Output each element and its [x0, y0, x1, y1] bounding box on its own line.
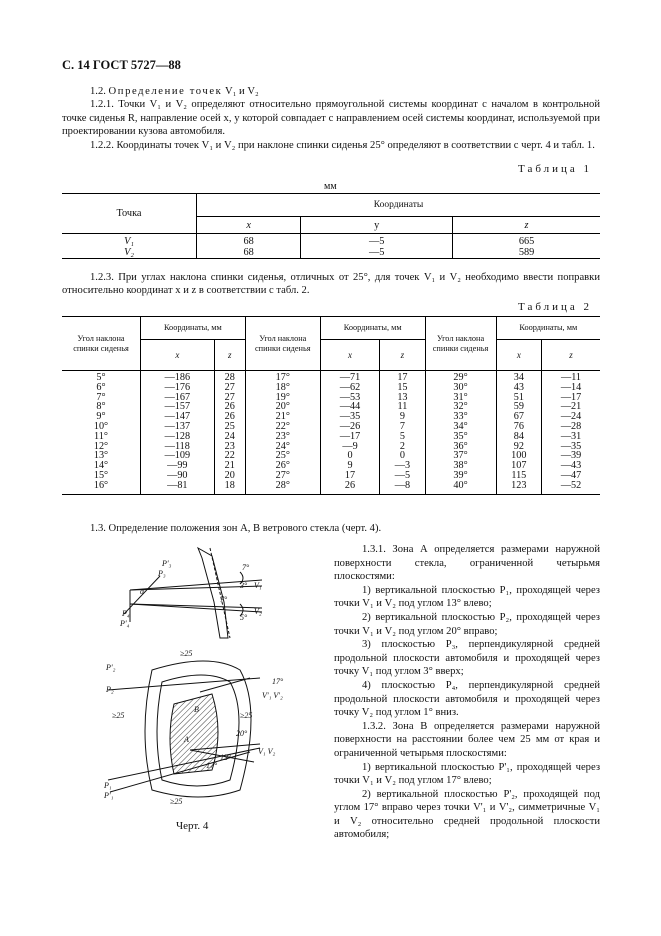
table-cell: 67	[513, 411, 524, 423]
paragraph-1-2-2: 1.2.2. Координаты точек V₁ и V₂ при наклоне спинки сиденья 25° определяют в соответствии с черт. 4 и табл. 1.	[90, 139, 595, 151]
table-cell: —21	[560, 401, 582, 413]
title-number: 1.2.	[90, 86, 109, 97]
table-cell: 16°	[93, 479, 109, 491]
table-cell: —167	[164, 391, 191, 403]
table-1	[62, 193, 600, 259]
list-item: 3) плоскостью P₃, перпендикулярной средней продольной плоскости автомобиля и проходящей через точку V₁ под углом 3° вверх;	[334, 639, 600, 678]
table-cell: —90	[167, 469, 188, 481]
table-cell: 92	[513, 440, 524, 452]
fig-label: P'₃	[162, 559, 172, 568]
fig-label: P'₂	[106, 663, 116, 672]
fig-label: P₁	[104, 781, 112, 790]
paragraph-1-3: 1.3. Определение положения зон А, В ветрового стекла (черт. 4).	[90, 523, 382, 534]
table-cell: 43	[513, 381, 524, 393]
table-cell: 30°	[453, 381, 468, 393]
table2-sub-z-3: z	[542, 340, 600, 371]
table-cell: 0	[399, 450, 405, 462]
table-cell: 13	[397, 391, 408, 403]
table-cell: 100	[511, 450, 527, 462]
table-cell: 20	[224, 469, 235, 481]
table2-sub-x-3: x	[496, 340, 542, 371]
table1-points	[62, 234, 197, 259]
table-cell: 37°	[453, 450, 468, 462]
table1-sub-z: z	[453, 217, 600, 234]
table-cell: —147	[164, 411, 191, 423]
table-cell: —157	[164, 401, 191, 413]
drawing-4	[90, 542, 320, 822]
table-cell: 21	[224, 460, 235, 472]
table2-angle-column	[425, 371, 496, 495]
fig-label: P₄	[122, 609, 130, 618]
table-cell: 9	[347, 460, 353, 472]
table2-header-coords-2: Координаты, мм	[320, 317, 425, 340]
page-header: С. 14 ГОСТ 5727—88	[62, 58, 181, 72]
paragraph-1-2-1: 1.2.1. Точки V₁ и V₂ определяют относительно прямоугольной системы координат с началом в контрольной точке сиденья R, направление осей x, y которой совпадает с направлением осей системы координат, используемой при проектировании кузова автомобиля.	[62, 99, 600, 138]
table2-header-angle-3: Угол наклона спинки сиденья	[425, 317, 496, 371]
table-cell: 9°	[96, 411, 106, 423]
table2-header-angle-2: Угол наклона спинки сиденья	[245, 317, 320, 371]
table-cell: 38°	[453, 460, 468, 472]
list-item: 2) вертикальной плоскостью P'₂, проходящей под углом 17° вправо через точки V'₁ и V'₂, симметричные V₁ и V₂ относительно средней продольной плоскости автомобиля;	[334, 788, 600, 841]
fig-label: 13°	[220, 753, 232, 762]
fig-label: ≥25	[112, 711, 125, 720]
table-cell: —47	[560, 469, 582, 481]
table2-z-column	[380, 371, 425, 495]
table1-unit: мм	[324, 181, 337, 192]
table1-header-point: Точка	[62, 194, 197, 234]
table-cell: 665	[518, 236, 535, 247]
table-cell: 25°	[275, 450, 290, 462]
table-cell: 24	[224, 430, 235, 442]
table-cell: —5	[368, 236, 385, 247]
table-cell: 34	[513, 372, 524, 383]
ray-line	[200, 678, 250, 692]
table-cell: 22°	[275, 420, 290, 432]
table-cell: —5	[368, 247, 385, 258]
table-cell: —81	[167, 479, 188, 491]
table-cell: 68	[243, 247, 254, 258]
table2-header-angle-1: Угол наклона спинки сиденья	[62, 317, 141, 371]
table-cell: 23°	[275, 430, 290, 442]
table-cell: 68	[243, 236, 254, 247]
table-cell: —17	[339, 430, 361, 442]
title-text: Определение точек	[108, 86, 223, 97]
table-cell: 28	[224, 372, 235, 383]
table-cell: 33°	[453, 411, 468, 423]
table-cell: 107	[511, 460, 527, 472]
table2-header-coords-1: Координаты, мм	[141, 317, 246, 340]
table2-x-column	[141, 371, 215, 495]
fig-label: V₁ V₂	[258, 747, 276, 756]
fig-label: 5°	[240, 613, 248, 622]
table1-sub-x: x	[197, 217, 301, 234]
table-cell: 84	[513, 430, 524, 442]
table-cell: —44	[339, 401, 361, 413]
table-cell: —9	[342, 440, 358, 452]
table-cell: —8	[394, 479, 411, 491]
table-cell: 9	[399, 411, 405, 423]
table-cell: 24°	[275, 440, 290, 452]
table-cell: 123	[511, 479, 527, 491]
table-cell: —39	[560, 450, 582, 462]
table2-sub-x-1: x	[141, 340, 215, 371]
table1-x	[197, 234, 301, 259]
table2-sub-z-2: z	[380, 340, 425, 371]
table-cell: —11	[561, 372, 582, 383]
table-cell: 8°	[96, 401, 106, 413]
table-cell: 17	[397, 372, 408, 383]
paragraph-1-3-1: 1.3.1. Зона А определяется размерами наружной поверхности стекла, ограниченной четырьмя плоскостями:	[334, 544, 600, 583]
paragraph-1-3-2: 1.3.2. Зона В определяется размерами наружной поверхности на расстоянии более чем 25 мм от края и ограниченной четырьмя плоскостями:	[334, 720, 600, 759]
fig-label: 3°	[240, 581, 248, 590]
table-cell: —53	[339, 391, 361, 403]
list-item: 2) вертикальной плоскостью P₂, проходящей через точки V₁ и V₂ под углом 20° вправо;	[334, 611, 600, 637]
table-cell: V₁	[124, 236, 134, 247]
table-cell: —24	[560, 411, 582, 423]
table-cell: 13°	[93, 450, 109, 462]
table-cell: 17°	[275, 372, 290, 383]
table-cell: 34°	[453, 420, 468, 432]
table-cell: 27°	[275, 469, 290, 481]
table-cell: 22	[224, 450, 235, 462]
table-cell: —99	[167, 460, 188, 472]
table2-z-column	[542, 371, 600, 495]
table-cell: 59	[513, 401, 524, 413]
table-cell: 20°	[275, 401, 290, 413]
fig-label: А	[184, 735, 189, 744]
table-cell: 115	[511, 469, 527, 481]
table-cell: —5	[394, 469, 411, 481]
table-cell: 589	[518, 247, 535, 258]
list-item: 1) вертикальной плоскостью P'₁, проходящей через точки V₁ и V₂ под углом 17° влево;	[334, 761, 600, 787]
table1-z	[453, 234, 600, 259]
table-cell: 29°	[453, 372, 468, 383]
table-cell: 26	[344, 479, 356, 491]
figure-caption: Черт. 4	[176, 820, 209, 832]
table2-sub-z-1: z	[214, 340, 245, 371]
table1-sub-y: y	[301, 217, 453, 234]
table-cell: 25	[224, 420, 235, 432]
table-cell: 11	[397, 401, 408, 413]
table-cell: —35	[560, 440, 582, 452]
right-column-text	[334, 543, 600, 842]
table2-angle-column	[245, 371, 320, 495]
table-cell: 36°	[453, 440, 468, 452]
table-cell: —186	[164, 372, 191, 383]
table-cell: —71	[339, 372, 361, 383]
fig-label: ≥25	[170, 797, 183, 806]
table2-z-column	[214, 371, 245, 495]
table-cell: 27	[224, 381, 235, 393]
table-cell: 40°	[453, 479, 468, 491]
table-cell: 26°	[275, 460, 290, 472]
table-cell: 18°	[275, 381, 290, 393]
table-cell: 15°	[93, 469, 109, 481]
table-cell: 21°	[275, 411, 290, 423]
fig-label: V₂	[254, 607, 262, 616]
fig-label: P'₁	[104, 791, 114, 800]
table-cell: 5°	[96, 372, 106, 383]
table2-caption: Таблица 2	[518, 301, 593, 313]
table-cell: 26	[224, 411, 235, 423]
fig-label: P₃	[158, 569, 166, 578]
table-cell: —17	[560, 391, 582, 403]
table-cell: —35	[339, 411, 361, 423]
table-cell: 19°	[275, 391, 290, 403]
fig-label: ≥25	[180, 649, 193, 658]
list-item: 1) вертикальной плоскостью P₁, проходящей через точки V₁ и V₂ под углом 13° влево;	[334, 584, 600, 610]
table-cell: —43	[560, 460, 582, 472]
table-cell: —31	[560, 430, 582, 442]
fig-label: V'₁ V'₂	[262, 691, 283, 700]
table-cell: —137	[164, 420, 191, 432]
table-cell: —26	[339, 420, 361, 432]
table-cell: 10°	[93, 420, 109, 432]
ray-line	[108, 678, 260, 690]
fig-label: 7°	[242, 563, 250, 572]
table2-x-column	[496, 371, 542, 495]
table-cell: 5	[399, 430, 405, 442]
fig-label: 17°	[272, 677, 284, 686]
table-cell: 12°	[93, 440, 109, 452]
table-cell: 0	[347, 450, 353, 462]
table2-sub-x-2: x	[320, 340, 379, 371]
table-cell: 35°	[453, 430, 468, 442]
table-cell: —128	[164, 430, 191, 442]
table-cell: 51	[513, 391, 524, 403]
table-cell: 17	[344, 469, 356, 481]
paragraph-1-2-3-block	[62, 271, 600, 298]
list-item: 4) плоскостью P₄, перпендикулярной средней продольной плоскости автомобиля и проходящей через точку V₂ под углом 1° вниз.	[334, 679, 600, 719]
table-cell: 76	[513, 420, 524, 432]
table-cell: 2	[399, 440, 405, 452]
table-cell: 7°	[96, 391, 106, 403]
table-cell: V₂	[124, 247, 134, 258]
fig-label: α	[140, 587, 145, 596]
fig-label: P₂	[106, 685, 114, 694]
table-cell: 31°	[453, 391, 468, 403]
section-1-2	[62, 85, 600, 152]
table-cell: 7	[399, 420, 405, 432]
table-cell: —118	[164, 440, 190, 452]
table1-y	[301, 234, 453, 259]
windshield-side-view	[198, 548, 228, 638]
table-cell: 39°	[453, 469, 468, 481]
fig-label: P'₄	[120, 619, 130, 628]
section-title	[62, 85, 600, 98]
table-cell: 14°	[93, 460, 109, 472]
fig-label: V₁	[254, 581, 262, 590]
table2-x-column	[320, 371, 379, 495]
table-cell: —52	[560, 479, 582, 491]
fig-label: ≥25	[240, 711, 253, 720]
table-cell: 26	[224, 401, 235, 413]
table-cell: —109	[164, 450, 191, 462]
fig-label: 20°	[236, 729, 248, 738]
paragraph-1-2-3: 1.2.3. При углах наклона спинки сиденья, отличных от 25°, для точек V₁ и V₂ необходимо ввести поправки относительно координат x и z в соответствии с табл. 2.	[62, 272, 600, 297]
table-cell: 27	[224, 391, 235, 403]
table-cell: 23	[224, 440, 235, 452]
paragraph-1-3-block	[62, 522, 600, 535]
table-2	[62, 316, 600, 495]
table-cell: 11°	[94, 430, 108, 442]
table-cell: —3	[394, 460, 411, 472]
table1-caption: Таблица 1	[518, 163, 593, 175]
fig-label: 7°	[220, 595, 228, 604]
table-cell: 32°	[453, 401, 468, 413]
table-cell: —176	[164, 381, 191, 393]
table2-angle-column	[62, 371, 141, 495]
fig-label: 17°	[206, 761, 218, 770]
table2-header-coords-3: Координаты, мм	[496, 317, 600, 340]
table1-header-coords: Координаты	[197, 194, 601, 217]
fig-label: В	[194, 705, 199, 714]
table-cell: —62	[339, 381, 361, 393]
table-cell: 28°	[275, 479, 290, 491]
table-cell: 6°	[96, 381, 106, 393]
title-rest: V₁ и V₂	[222, 86, 259, 97]
table-cell: —14	[560, 381, 582, 393]
table-cell: 15	[397, 381, 408, 393]
table-cell: 18	[224, 479, 235, 491]
table-cell: —28	[560, 420, 582, 432]
